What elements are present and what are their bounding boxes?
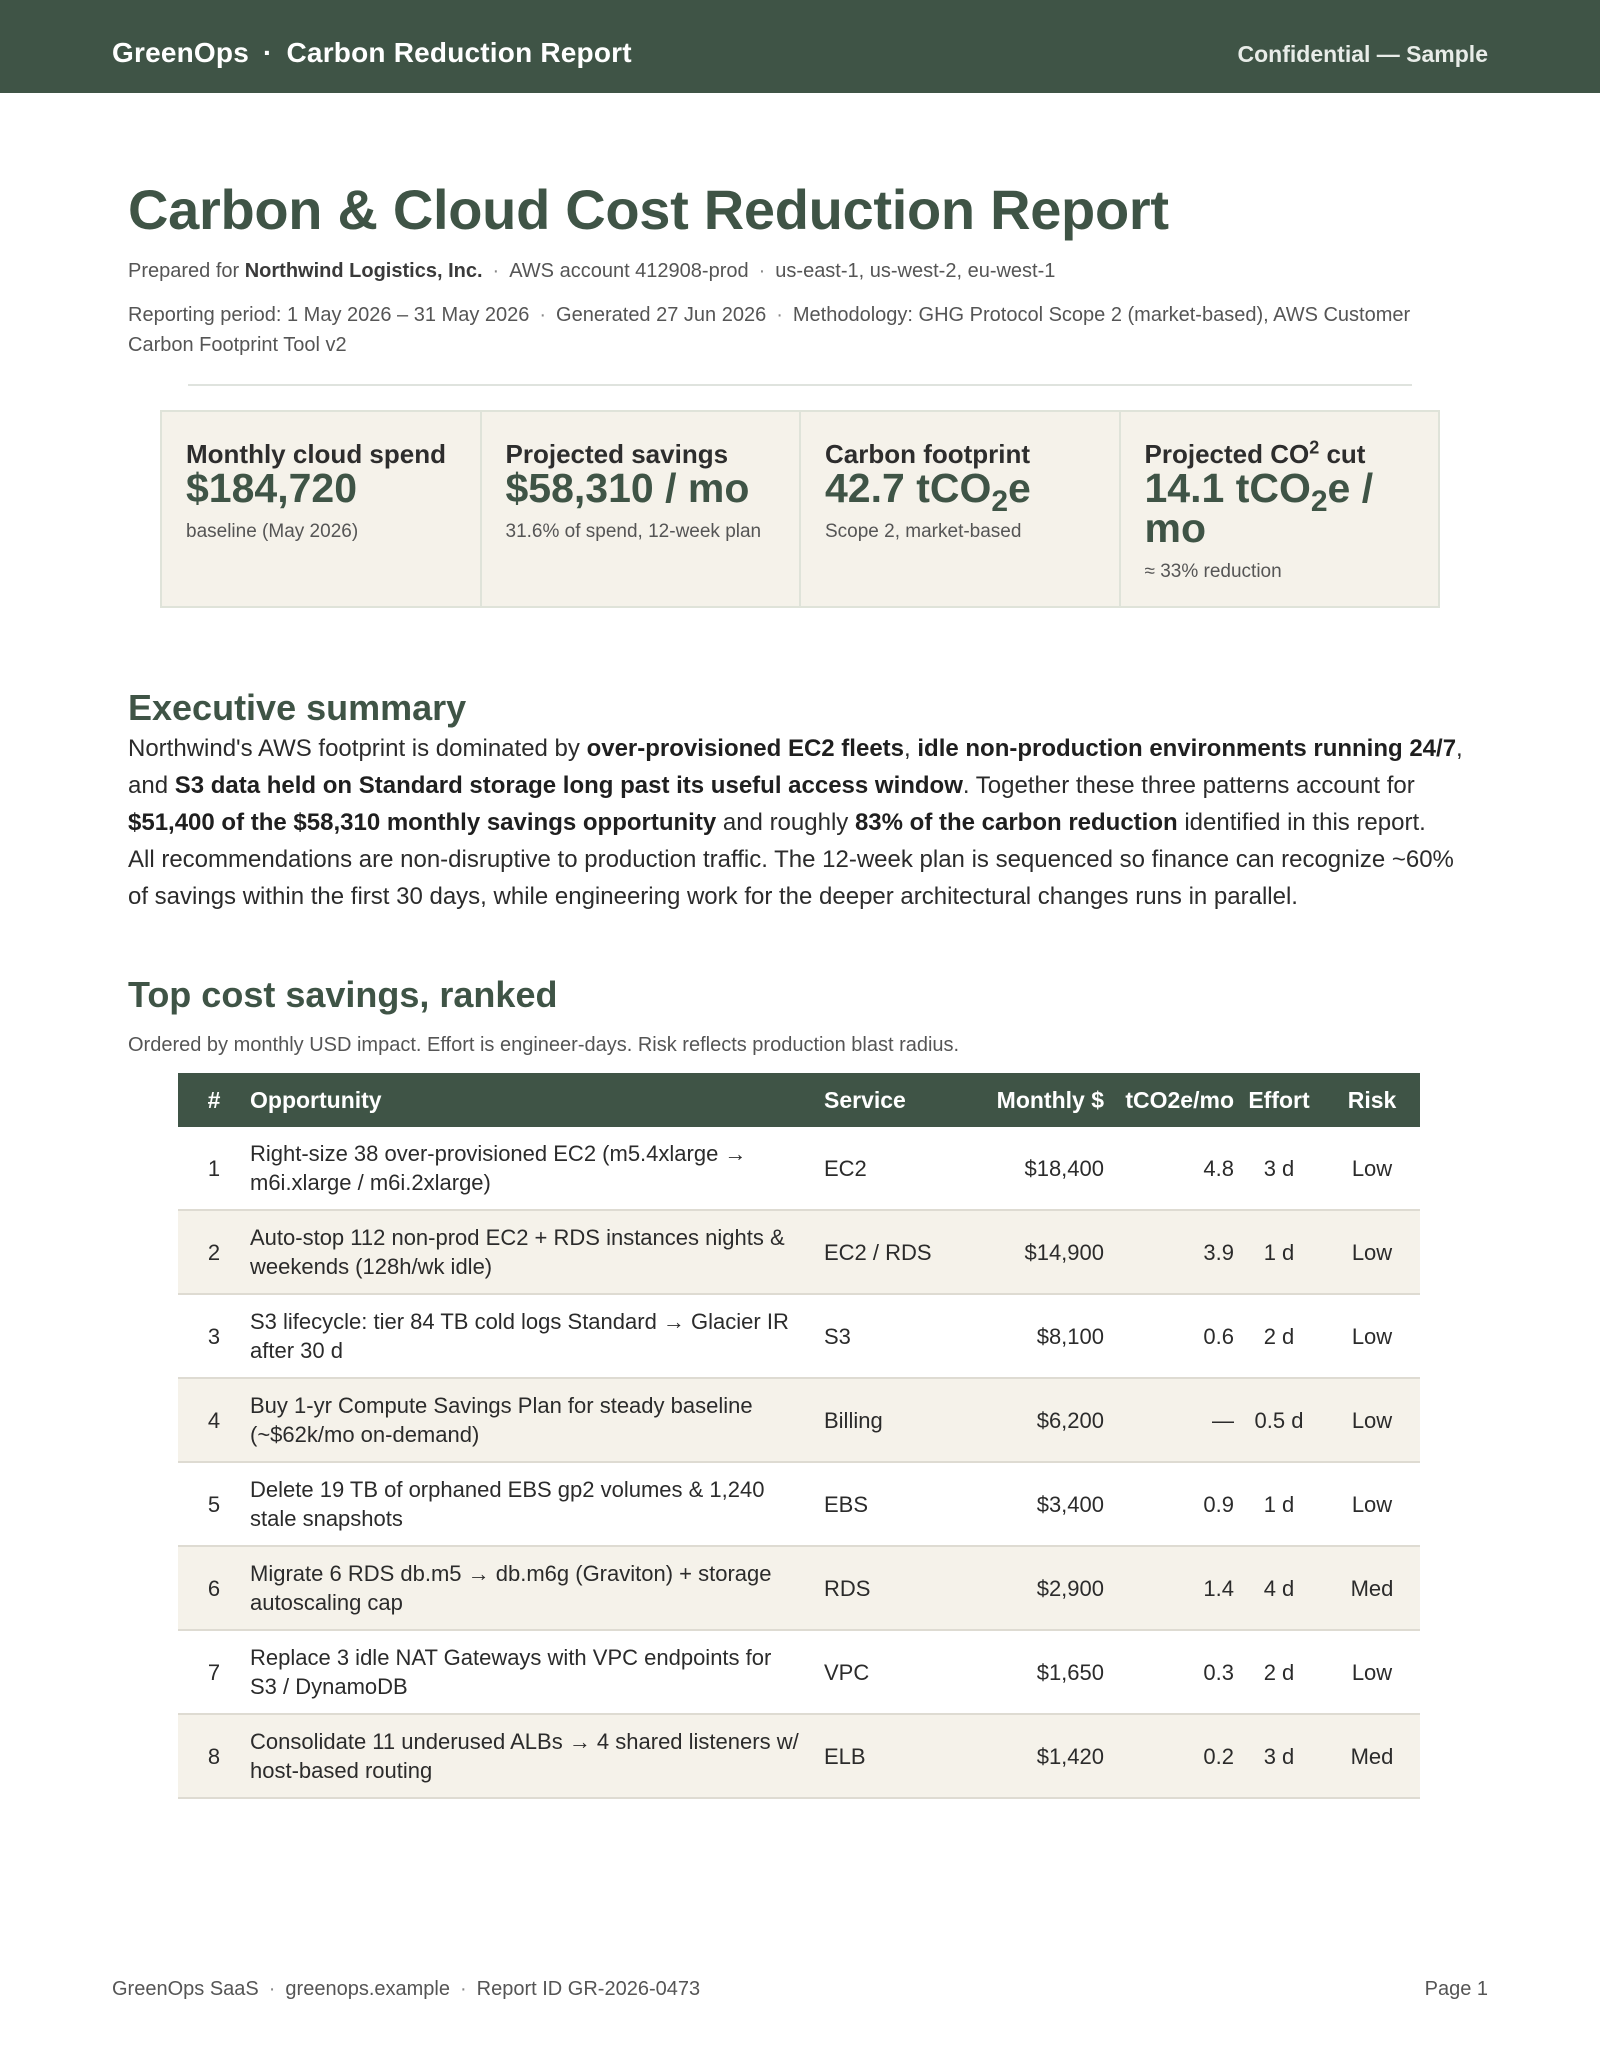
generated-date: Generated 27 Jun 2026 <box>556 304 767 326</box>
report-body <box>128 170 1472 1799</box>
opportunity-text: Buy 1-yr Compute Savings Plan for steady baseline (~$62k/mo on-demand) <box>250 1393 753 1447</box>
kpi-value-main: 42.7 tCO <box>825 465 992 511</box>
cell-effort: 1 d <box>1234 1210 1324 1294</box>
cell-service: EC2 / RDS <box>824 1210 964 1294</box>
cell-tco2e: 4.8 <box>1104 1127 1234 1210</box>
executive-summary-paragraph-2: All recommendations are non-disruptive to production traffic. The 12-week plan is sequenced so finance can recognize ~60% of savings within the first 30 days, while engineering work for the deeper architectural changes runs in parallel. <box>128 846 1454 910</box>
kpi-value <box>1144 465 1415 551</box>
cell-monthly-usd: $18,400 <box>964 1127 1104 1210</box>
cell-rank: 8 <box>178 1714 250 1798</box>
cell-effort: 3 d <box>1234 1714 1324 1798</box>
footer-report-id: Report ID GR-2026-0473 <box>476 1978 701 2000</box>
prepared-prefix: Prepared for <box>128 260 245 282</box>
kpi-label-main: Projected CO <box>1144 439 1310 469</box>
cell-effort: 3 d <box>1234 1127 1324 1210</box>
table-row <box>178 1630 1420 1714</box>
meta-line-2: Reporting period: 1 May 2026 – 31 May 2026 · Generated 27 Jun 2026 · Methodology: GHG Protocol Scope 2 (market-based), AWS Customer Carbon Footprint Tool v2 <box>128 304 1411 356</box>
cell-tco2e: 0.6 <box>1104 1294 1234 1378</box>
kpi-monthly-spend <box>162 412 482 606</box>
banner-report-name: Carbon Reduction Report <box>286 37 632 68</box>
cell-rank: 2 <box>178 1210 250 1294</box>
opportunity-text: S3 lifecycle: tier 84 TB cold logs Standard → Glacier IR after 30 d <box>250 1309 789 1363</box>
cell-monthly-usd: $14,900 <box>964 1210 1104 1294</box>
kpi-note: Scope 2, market-based <box>825 521 1022 542</box>
kpi-value: $184,720 <box>186 465 358 511</box>
cell-risk: Low <box>1324 1462 1420 1546</box>
column-header-effort: Effort <box>1234 1073 1324 1127</box>
cell-service: ELB <box>824 1714 964 1798</box>
cell-monthly-usd: $8,100 <box>964 1294 1104 1378</box>
kpi-label <box>1144 437 1415 469</box>
executive-summary-paragraph-1 <box>128 730 1472 841</box>
cell-service: Billing <box>824 1378 964 1462</box>
kpi-label: Carbon footprint <box>825 439 1031 469</box>
cell-tco2e: 1.4 <box>1104 1546 1234 1630</box>
table-row <box>178 1714 1420 1798</box>
kpi-label: Monthly cloud spend <box>186 439 446 469</box>
opportunity-text: Right-size 38 over-provisioned EC2 (m5.4xlarge → m6i.xlarge / m6i.2xlarge) <box>250 1141 747 1195</box>
cell-monthly-usd: $2,900 <box>964 1546 1104 1630</box>
cell-service: VPC <box>824 1630 964 1714</box>
cell-risk: Med <box>1324 1714 1420 1798</box>
opportunity-text: Replace 3 idle NAT Gateways with VPC endpoints for S3 / DynamoDB <box>250 1645 772 1699</box>
cell-risk: Med <box>1324 1546 1420 1630</box>
kpi-note: 31.6% of spend, 12-week plan <box>505 521 762 542</box>
bold-run: $51,400 of the $58,310 monthly savings opportunity <box>128 809 717 836</box>
column-header-tco2e: tCO2e/mo <box>1104 1073 1234 1127</box>
table-row <box>178 1294 1420 1378</box>
text-run: , <box>904 735 918 762</box>
kpi-value <box>825 465 1095 519</box>
table-header-row <box>178 1073 1420 1127</box>
column-header-risk: Risk <box>1324 1073 1420 1127</box>
table-row <box>178 1127 1420 1210</box>
text-run: and roughly <box>716 809 855 836</box>
cell-monthly-usd: $1,420 <box>964 1714 1104 1798</box>
cell-effort: 2 d <box>1234 1630 1324 1714</box>
cell-opportunity <box>250 1127 824 1210</box>
cell-rank: 3 <box>178 1294 250 1378</box>
savings-table <box>178 1073 1420 1799</box>
top-banner <box>0 0 1600 93</box>
kpi-value-end: e <box>1008 465 1031 511</box>
cell-effort: 4 d <box>1234 1546 1324 1630</box>
page-title: Carbon & Cloud Cost Reduction Report <box>128 178 1169 241</box>
text-run: . Together these three patterns account for <box>962 772 1415 799</box>
cell-opportunity <box>250 1210 824 1294</box>
page-number: Page 1 <box>1424 1978 1488 2000</box>
executive-summary-heading: Executive summary <box>128 687 467 728</box>
opportunity-text: Consolidate 11 underused ALBs → 4 shared listeners w/ host-based routing <box>250 1729 799 1783</box>
cell-risk: Low <box>1324 1210 1420 1294</box>
table-row <box>178 1210 1420 1294</box>
cell-tco2e: 0.9 <box>1104 1462 1234 1546</box>
cell-tco2e: 0.2 <box>1104 1714 1234 1798</box>
cell-rank: 7 <box>178 1630 250 1714</box>
kpi-value-main: 14.1 tCO <box>1144 465 1311 511</box>
regions: us-east-1, us-west-2, eu-west-1 <box>775 260 1056 282</box>
cell-opportunity <box>250 1378 824 1462</box>
opportunity-text: Auto-stop 112 non-prod EC2 + RDS instances nights & weekends (128h/wk idle) <box>250 1225 785 1279</box>
cell-opportunity <box>250 1714 824 1798</box>
cell-service: EBS <box>824 1462 964 1546</box>
table-row <box>178 1546 1420 1630</box>
kpi-label-subscript: 2 <box>1309 437 1320 458</box>
kpi-panel <box>160 410 1440 608</box>
banner-brand: GreenOps · Carbon Reduction Report <box>112 37 632 68</box>
kpi-label-end: cut <box>1319 439 1366 469</box>
bold-run: 83% of the carbon reduction <box>854 809 1178 836</box>
cell-risk: Low <box>1324 1127 1420 1210</box>
cell-service: S3 <box>824 1294 964 1378</box>
cell-rank: 1 <box>178 1127 250 1210</box>
bold-run: idle non-production environments running 24/7 <box>917 735 1457 762</box>
methodology: Methodology: GHG Protocol Scope 2 (market-based), AWS Customer Carbon Footprint Tool v2 <box>128 304 1411 356</box>
cell-rank: 6 <box>178 1546 250 1630</box>
footer-site: greenops.example <box>285 1978 450 2000</box>
meta-line-1: Prepared for Northwind Logistics, Inc. · AWS account 412908-prod · us-east-1, us-west-2, eu-west-1 <box>128 260 1056 282</box>
brand-name: GreenOps <box>112 37 249 68</box>
column-header-service: Service <box>824 1073 964 1127</box>
table-row <box>178 1378 1420 1462</box>
table-row <box>178 1462 1420 1546</box>
cell-tco2e: — <box>1104 1378 1234 1462</box>
bold-run: over-provisioned EC2 fleets <box>586 735 905 762</box>
kpi-carbon-footprint <box>801 412 1121 606</box>
cell-tco2e: 0.3 <box>1104 1630 1234 1714</box>
cell-risk: Low <box>1324 1378 1420 1462</box>
table-note: Ordered by monthly USD impact. Effort is engineer-days. Risk reflects production blast radius. <box>128 1034 960 1056</box>
cell-monthly-usd: $1,650 <box>964 1630 1104 1714</box>
kpi-value: $58,310 / mo <box>505 465 750 511</box>
text-run: Northwind's AWS footprint is dominated by <box>128 735 587 762</box>
cell-effort: 0.5 d <box>1234 1378 1324 1462</box>
cell-rank: 4 <box>178 1378 250 1462</box>
divider <box>188 384 1412 386</box>
text-run: identified in this report. <box>1177 809 1426 836</box>
confidential-label: Confidential — Sample <box>1237 41 1488 67</box>
kpi-projected-savings <box>482 412 802 606</box>
cell-monthly-usd: $6,200 <box>964 1378 1104 1462</box>
aws-account: AWS account 412908-prod <box>509 260 749 282</box>
opportunity-text: Delete 19 TB of orphaned EBS gp2 volumes & 1,240 stale snapshots <box>250 1477 765 1531</box>
kpi-note: baseline (May 2026) <box>186 521 359 542</box>
cell-opportunity <box>250 1462 824 1546</box>
cell-service: RDS <box>824 1546 964 1630</box>
cell-monthly-usd: $3,400 <box>964 1462 1104 1546</box>
opportunity-text: Migrate 6 RDS db.m5 → db.m6g (Graviton) + storage autoscaling cap <box>250 1561 772 1615</box>
top-savings-heading: Top cost savings, ranked <box>128 974 558 1015</box>
cell-rank: 5 <box>178 1462 250 1546</box>
client-name: Northwind Logistics, Inc. <box>244 260 483 282</box>
kpi-value-end: e / mo <box>1144 465 1374 551</box>
column-header-monthly-usd: Monthly $ <box>964 1073 1104 1127</box>
kpi-value-subscript: 2 <box>991 485 1009 519</box>
cell-opportunity <box>250 1546 824 1630</box>
kpi-projected-co2-cut <box>1121 412 1439 606</box>
cell-tco2e: 3.9 <box>1104 1210 1234 1294</box>
column-header-rank: # <box>178 1073 250 1127</box>
kpi-note: ≈ 33% reduction <box>1144 561 1282 582</box>
kpi-value-subscript: 2 <box>1310 485 1328 519</box>
reporting-period: Reporting period: 1 May 2026 – 31 May 2026 <box>128 304 530 326</box>
cell-service: EC2 <box>824 1127 964 1210</box>
page-footer: GreenOps SaaS · greenops.example · Report ID GR-2026-0473 Page 1 <box>112 1978 1488 2000</box>
footer-company: GreenOps SaaS <box>112 1978 259 2000</box>
cell-opportunity <box>250 1294 824 1378</box>
cell-effort: 2 d <box>1234 1294 1324 1378</box>
cell-effort: 1 d <box>1234 1462 1324 1546</box>
kpi-label: Projected savings <box>505 439 729 469</box>
text-run: , and <box>128 735 1463 799</box>
bold-run: S3 data held on Standard storage long past its useful access window <box>174 772 963 799</box>
cell-risk: Low <box>1324 1630 1420 1714</box>
column-header-opportunity: Opportunity <box>250 1073 824 1127</box>
cell-risk: Low <box>1324 1294 1420 1378</box>
cell-opportunity <box>250 1630 824 1714</box>
